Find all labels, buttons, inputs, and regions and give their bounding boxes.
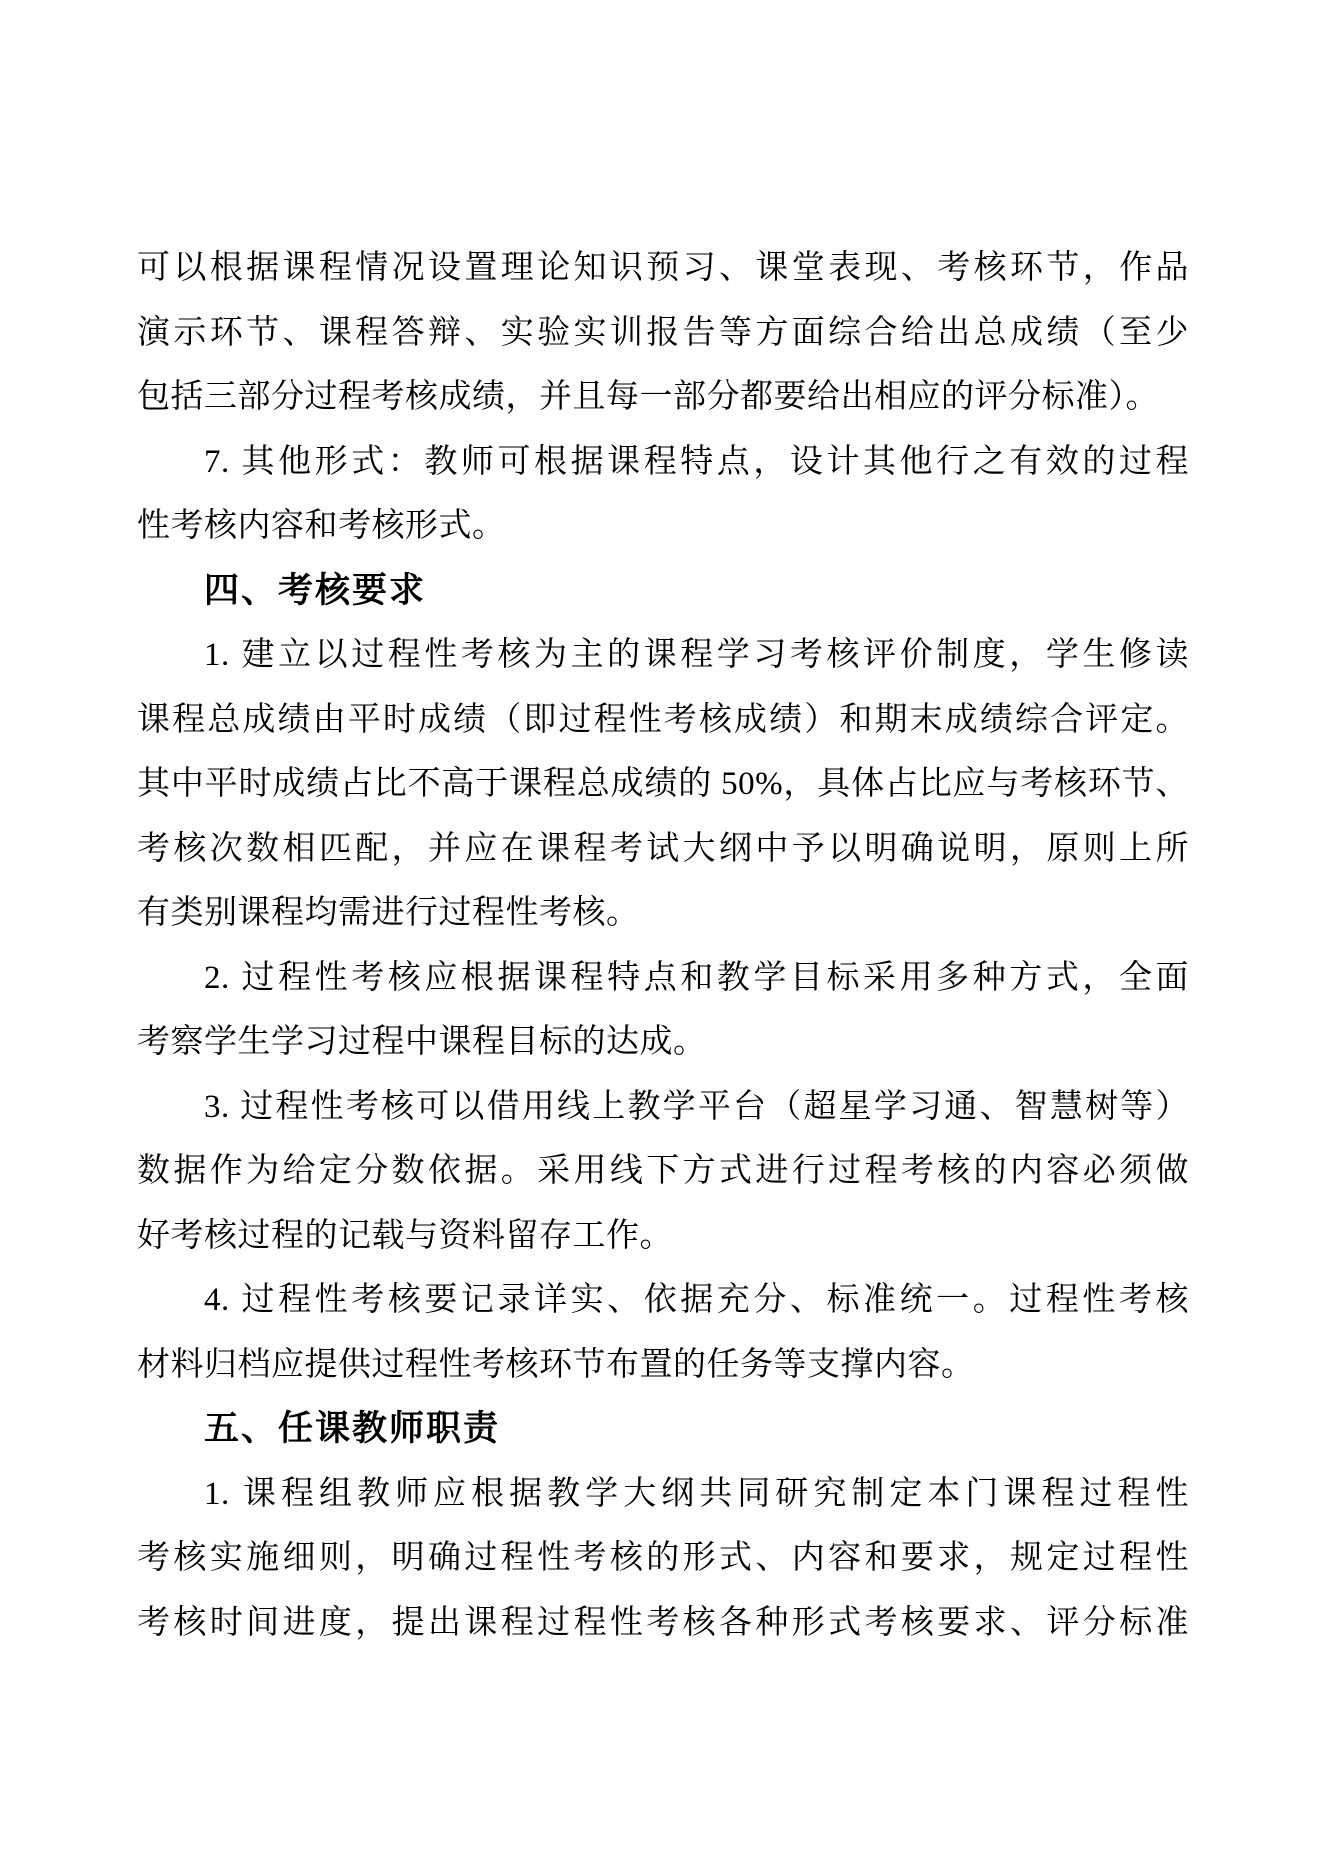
- section-heading: 四、考核要求: [204, 570, 427, 610]
- text-line: 7. 其他形式：教师可根据课程特点，设计其他行之有效的过程: [204, 443, 1189, 480]
- text-line: 其中平时成绩占比不高于课程总成绩的 50%，具体占比应与考核环节、: [137, 766, 1189, 802]
- text-line: 演示环节、课程答辩、实验实训报告等方面综合给出总成绩（至少: [137, 314, 1189, 351]
- text-line: 考核次数相匹配，并应在课程考试大纲中予以明确说明，原则上所: [137, 830, 1189, 867]
- section-heading: 五、任课教师职责: [204, 1409, 501, 1448]
- text-line: 1. 课程组教师应根据教学大纲共同研究制定本门课程过程性: [204, 1475, 1189, 1512]
- text-line: 2. 过程性考核应根据课程特点和教学目标采用多种方式，全面: [204, 959, 1189, 996]
- text-line: 考察学生学习过程中课程目标的达成。: [137, 1024, 707, 1060]
- text-line: 考核实施细则，明确过程性考核的形式、内容和要求，规定过程性: [137, 1540, 1189, 1576]
- text-line: 课程总成绩由平时成绩（即过程性考核成绩）和期末成绩综合评定。: [137, 701, 1189, 738]
- text-line: 性考核内容和考核形式。: [137, 508, 506, 544]
- text-line: 可以根据课程情况设置理论知识预习、课堂表现、考核环节，作品: [137, 250, 1189, 286]
- text-line: 3. 过程性考核可以借用线上教学平台（超星学习通、智慧树等）: [204, 1088, 1189, 1125]
- text-line: 包括三部分过程考核成绩，并且每一部分都要给出相应的评分标准）。: [137, 379, 1159, 415]
- text-line: 1. 建立以过程性考核为主的课程学习考核评价制度，学生修读: [204, 637, 1189, 673]
- text-line: 考核时间进度，提出课程过程性考核各种形式考核要求、评分标准: [137, 1604, 1189, 1641]
- text-line: 材料归档应提供过程性考核环节布置的任务等支撑内容。: [137, 1346, 975, 1383]
- text-line: 好考核过程的记载与资料留存工作。: [137, 1217, 673, 1254]
- text-line: 有类别课程均需进行过程性考核。: [137, 895, 640, 931]
- text-line: 数据作为给定分数依据。采用线下方式进行过程考核的内容必须做: [137, 1153, 1189, 1189]
- text-line: 4. 过程性考核要记录详实、依据充分、标准统一。过程性考核: [204, 1282, 1189, 1318]
